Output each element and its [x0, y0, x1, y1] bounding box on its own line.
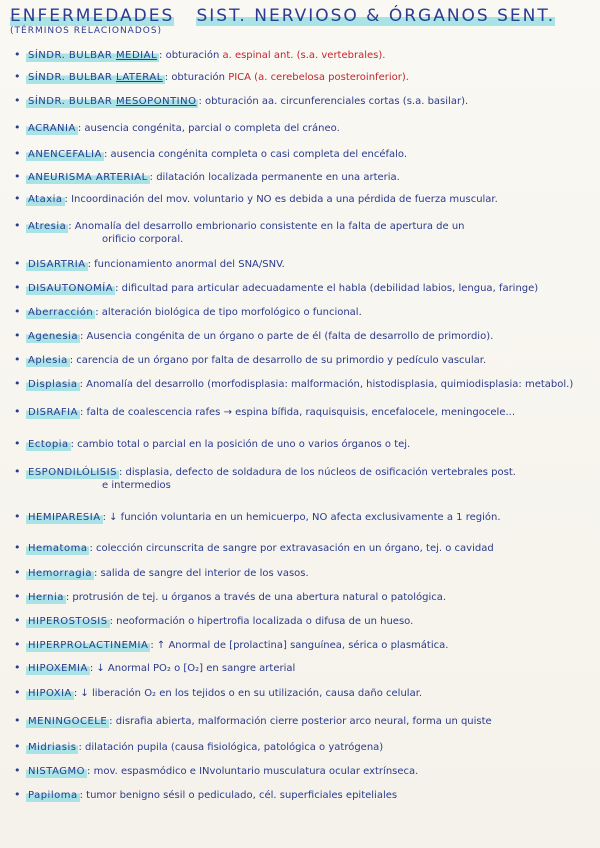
entry-definition: : dilatación localizada permanente en una arteria.	[149, 172, 400, 183]
list-item	[14, 686, 594, 700]
list-item	[14, 170, 594, 184]
entry-definition: : neoformación o hipertrofia localizada o difusa de un hueso.	[109, 616, 414, 627]
entry-term: Agenesia	[28, 331, 78, 342]
list-item	[14, 788, 594, 802]
list-item	[14, 147, 594, 161]
entry-definition: : protrusión de tej. u órganos a través de una abertura natural o patológica.	[65, 592, 447, 603]
entry-definition: : disrafia abierta, malformación cierre posterior arco neural, forma un quiste	[109, 716, 492, 727]
entry-term: Ataxia	[28, 194, 63, 205]
entry-definition: : obturación	[164, 72, 226, 83]
list-item	[14, 405, 594, 419]
list-item	[14, 48, 594, 62]
entry-definition: : ↓ liberación O₂ en los tejidos o en su utilización, causa daño celular.	[73, 688, 423, 699]
bullet-icon: •	[14, 614, 21, 627]
list-item	[14, 510, 594, 524]
entry-definition: : tumor benigno sésil o pediculado, cél. superficiales epiteliales	[79, 790, 398, 801]
list-item	[14, 764, 594, 778]
entry-definition: : cambio total o parcial en la posición de uno o varios órganos o tej.	[70, 439, 411, 450]
list-item	[14, 281, 594, 295]
bullet-icon: •	[14, 353, 21, 366]
bullet-icon: •	[14, 788, 21, 801]
entry-definition: : Ausencia congénita de un órgano o parte de él (falta de desarrollo de primordio).	[79, 331, 494, 342]
entry-definition: : ↑ Anormal de [prolactina] sanguínea, sérica o plasmática.	[150, 640, 449, 651]
entry-highlight: PICA (a. cerebelosa posteroinferior).	[225, 72, 409, 83]
entry-definition: : ↓ función voluntaria en un hemicuerpo, NO afecta exclusivamente a 1 región.	[102, 512, 501, 523]
page-subtitle: (TÉRMINOS RELACIONADOS)	[10, 26, 163, 36]
entry-term: DISRAFIA	[28, 407, 78, 418]
entry-definition: : Anomalía del desarrollo (morfodisplasia: malformación, histodisplasia, quimiodisplasia: metabol.)	[79, 379, 574, 390]
entry-term: Hernia	[28, 592, 64, 603]
title-part2: SIST. NERVIOSO & ÓRGANOS SENT.	[196, 6, 556, 26]
entry-definition: : Incoordinación del mov. voluntario y NO es debida a una pérdida de fuerza muscular.	[64, 194, 498, 205]
bullet-icon: •	[14, 437, 21, 450]
bullet-icon: •	[14, 281, 21, 294]
list-item	[14, 377, 594, 391]
entry-term: NISTAGMO	[28, 766, 86, 777]
bullet-icon: •	[14, 192, 21, 205]
list-item	[14, 70, 594, 84]
list-item	[14, 353, 594, 367]
entry-definition: : Anomalía del desarrollo embrionario consistente en la falta de apertura de un	[68, 221, 465, 232]
list-item	[14, 121, 594, 135]
bullet-icon: •	[14, 377, 21, 390]
entry-term: DISAUTONOMÍA	[28, 283, 114, 294]
bullet-icon: •	[14, 121, 21, 134]
list-item	[14, 638, 594, 652]
entry-definition: : obturación	[159, 50, 220, 61]
entry-term: Hematoma	[28, 543, 88, 554]
bullet-icon: •	[14, 219, 21, 232]
entry-definition: : falta de coalescencia rafes → espina bífida, raquisquisis, encefalocele, meningocele...	[79, 407, 516, 418]
entry-term	[26, 71, 165, 84]
entry-term: Midriasis	[28, 742, 77, 753]
bullet-icon: •	[14, 405, 21, 418]
entry-definition: : alteración biológica de tipo morfológico o funcional.	[95, 307, 362, 318]
entry-term: Ectopia	[28, 439, 69, 450]
entry-term: Papiloma	[28, 790, 78, 801]
entry-definition: : salida de sangre del interior de los vasos.	[93, 568, 309, 579]
bullet-icon: •	[14, 147, 21, 160]
entry-term: MENINGOCELE	[28, 716, 108, 727]
bullet-icon: •	[14, 714, 21, 727]
entry-term-prefix: SÍNDR. BULBAR	[28, 72, 117, 83]
bullet-icon: •	[14, 686, 21, 699]
entry-definition: : ausencia congénita completa o casi completa del encéfalo.	[103, 149, 408, 160]
bullet-icon: •	[14, 566, 21, 579]
list-item	[14, 219, 594, 246]
entry-definition: : ausencia congénita, parcial o completa del cráneo.	[77, 123, 340, 134]
list-item	[14, 437, 594, 451]
entry-continuation: orificio corporal.	[102, 234, 184, 245]
entry-term: Atresia	[28, 221, 67, 232]
entry-term-underlined: MEDIAL	[116, 50, 158, 61]
bullet-icon: •	[14, 661, 21, 674]
list-item	[14, 590, 594, 604]
entry-definition: : funcionamiento anormal del SNA/SNV.	[87, 259, 285, 270]
entry-definition: : colección circunscrita de sangre por extravasación en un órgano, tej. o cavidad	[89, 543, 494, 554]
page-title	[10, 6, 555, 26]
bullet-icon: •	[14, 329, 21, 342]
entry-term: HIPOXIA	[28, 688, 72, 699]
entry-term: HIPERPROLACTINEMIA	[28, 640, 149, 651]
entry-term	[26, 95, 198, 108]
bullet-icon: •	[14, 170, 21, 183]
entry-definition: : ↓ Anormal PO₂ o [O₂] en sangre arterial	[89, 663, 296, 674]
bullet-icon: •	[14, 94, 21, 107]
entry-term: DISARTRIA	[28, 259, 86, 270]
list-item	[14, 714, 594, 728]
entry-term-prefix: SÍNDR. BULBAR	[28, 50, 117, 61]
bullet-icon: •	[14, 257, 21, 270]
list-item	[14, 192, 594, 206]
entry-definition: : dilatación pupila (causa fisiológica, patológica o yatrógena)	[78, 742, 384, 753]
bullet-icon: •	[14, 510, 21, 523]
list-item	[14, 257, 594, 271]
entry-term: ACRANIA	[28, 123, 76, 134]
title-part1: ENFERMEDADES	[10, 6, 175, 26]
entry-highlight: a. espinal ant. (s.a. vertebrales).	[219, 50, 386, 61]
entry-term	[26, 49, 159, 62]
entry-definition: : carencia de un órgano por falta de desarrollo de su primordio y pedículo vascular.	[69, 355, 487, 366]
entry-definition: : displasia, defecto de soldadura de los núcleos de osificación vertebrales post.	[118, 467, 516, 478]
entry-term: ANENCEFALIA	[28, 149, 102, 160]
entry-definition: : mov. espasmódico e INvoluntario musculatura ocular extrínseca.	[87, 766, 419, 777]
entry-continuation: e intermedios	[102, 480, 171, 491]
entry-term: HIPOXEMIA	[28, 663, 88, 674]
entry-term: HEMIPARESIA	[28, 512, 101, 523]
entry-definition: : dificultad para articular adecuadamente el habla (debilidad labios, lengua, faringe)	[115, 283, 539, 294]
list-item	[14, 740, 594, 754]
bullet-icon: •	[14, 70, 21, 83]
list-item	[14, 614, 594, 628]
entry-term: HIPEROSTOSIS	[28, 616, 108, 627]
entry-definition: : obturación aa. circunferenciales cortas (s.a. basilar).	[198, 96, 469, 107]
bullet-icon: •	[14, 764, 21, 777]
bullet-icon: •	[14, 48, 21, 61]
bullet-icon: •	[14, 740, 21, 753]
entry-term-prefix: SÍNDR. BULBAR	[28, 96, 117, 107]
list-item	[14, 541, 594, 555]
list-item	[14, 94, 594, 108]
entry-term: ANEURISMA ARTERIAL	[28, 172, 148, 183]
list-item	[14, 661, 594, 675]
entry-term-underlined: LATERAL	[116, 72, 163, 83]
entry-term: Hemorragia	[28, 568, 92, 579]
bullet-icon: •	[14, 305, 21, 318]
list-item	[14, 566, 594, 580]
entry-term: Aberracción	[28, 307, 94, 318]
list-item	[14, 305, 594, 319]
entry-term-underlined: MESOPONTINO	[116, 96, 197, 107]
entry-term: Displasia	[28, 379, 78, 390]
list-item	[14, 329, 594, 343]
bullet-icon: •	[14, 638, 21, 651]
bullet-icon: •	[14, 541, 21, 554]
bullet-icon: •	[14, 465, 21, 478]
list-item	[14, 465, 594, 492]
entry-term: ESPONDILÓLISIS	[28, 467, 117, 478]
entry-term: Aplesia	[28, 355, 68, 366]
bullet-icon: •	[14, 590, 21, 603]
